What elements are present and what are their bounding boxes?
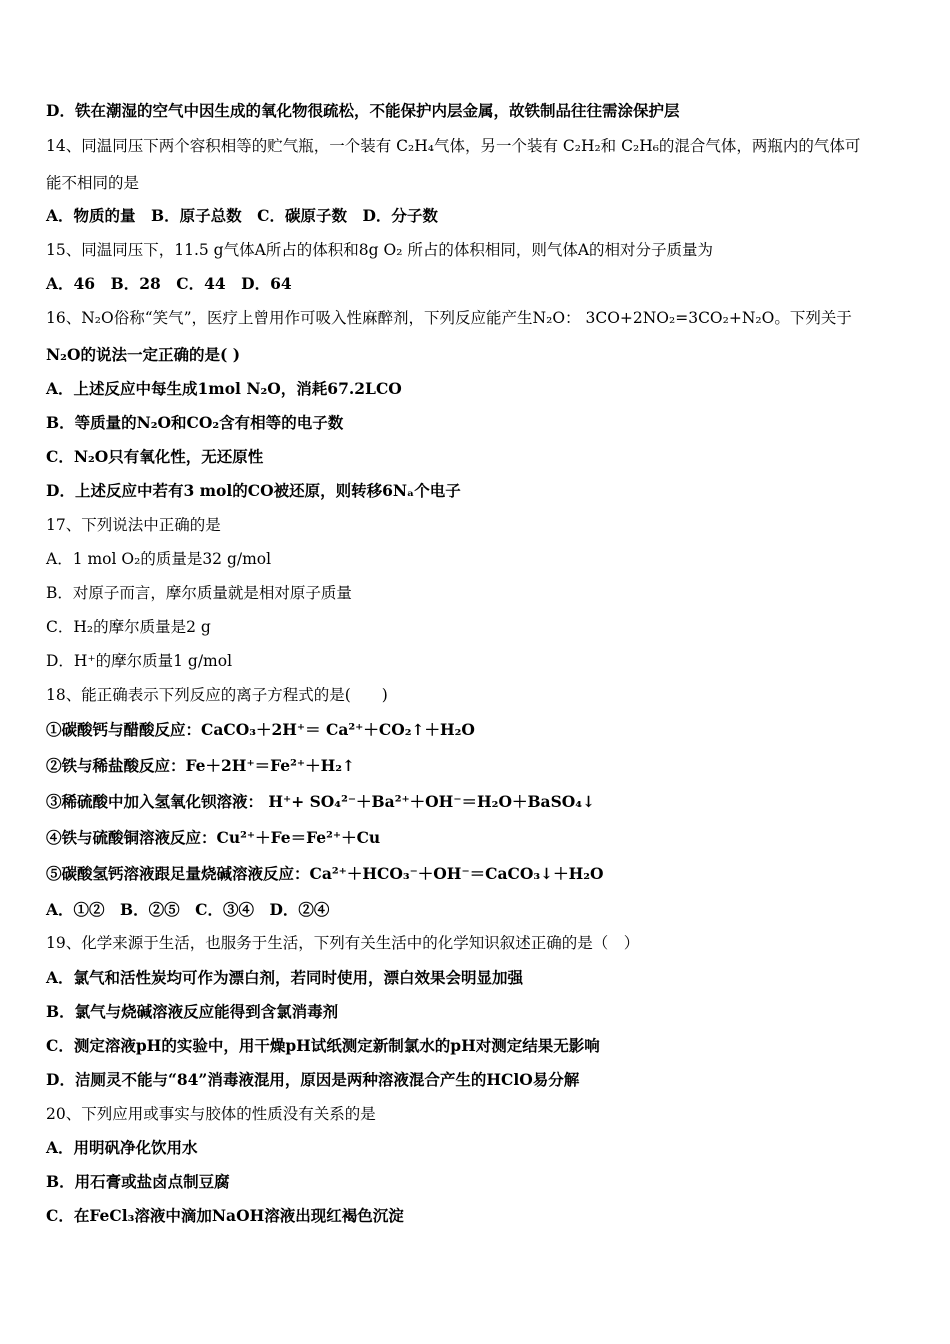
equation-18-4: ④铁与硫酸铜溶液反应：Cu²⁺＋Fe＝Fe²⁺＋Cu bbox=[46, 828, 381, 847]
option-20c: C．在FeCl₃溶液中滴加NaOH溶液出现红褐色沉淀 bbox=[46, 1206, 404, 1225]
question-16-cont: N₂O的说法一定正确的是( ) bbox=[46, 345, 241, 364]
option-17b: B．对原子而言，摩尔质量就是相对原子质量 bbox=[46, 584, 352, 602]
option-17c: C．H₂的摩尔质量是2 g bbox=[46, 618, 211, 636]
options-14: A．物质的量 B．原子总数 C．碳原子数 D．分子数 bbox=[46, 206, 438, 225]
option-19b: B．氯气与烧碱溶液反应能得到含氯消毒剂 bbox=[46, 1002, 339, 1021]
option-16d: D．上述反应中若有3 mol的CO被还原，则转移6Nₐ个电子 bbox=[46, 481, 461, 500]
question-14-cont: 能不相同的是 bbox=[46, 174, 140, 192]
option-16b: B．等质量的N₂O和CO₂含有相等的电子数 bbox=[46, 413, 344, 432]
options-18: A．①② B．②⑤ C．③④ D．②④ bbox=[46, 900, 330, 919]
equation-18-3: ③稀硫酸中加入氢氧化钡溶液： H⁺+ SO₄²⁻＋Ba²⁺＋OH⁻＝H₂O＋BaSO₄↓ bbox=[46, 792, 596, 811]
option-19a: A．氯气和活性炭均可作为漂白剂，若同时使用，漂白效果会明显加强 bbox=[46, 968, 524, 987]
option-13d: D．铁在潮湿的空气中因生成的氧化物很疏松，不能保护内层金属，故铁制品往往需涂保护层 bbox=[46, 101, 680, 120]
question-14: 14、同温同压下两个容积相等的贮气瓶，一个装有 C₂H₄气体，另一个装有 C₂H₂和 C₂H₆的混合气体，两瓶内的气体可 bbox=[46, 137, 861, 155]
question-19: 19、化学来源于生活，也服务于生活，下列有关生活中的化学知识叙述正确的是（ ） bbox=[46, 934, 640, 952]
options-15: A．46 B．28 C．44 D．64 bbox=[46, 274, 292, 293]
option-19c: C．测定溶液pH的实验中，用干燥pH试纸测定新制氯水的pH对测定结果无影响 bbox=[46, 1036, 600, 1055]
question-16: 16、N₂O俗称“笑气”，医疗上曾用作可吸入性麻醉剂，下列反应能产生N₂O： 3CO+2NO₂=3CO₂+N₂O。下列关于 bbox=[46, 309, 852, 327]
option-19d: D．洁厕灵不能与“84”消毒液混用，原因是两种溶液混合产生的HClO易分解 bbox=[46, 1070, 580, 1089]
option-16a: A．上述反应中每生成1mol N₂O，消耗67.2LCO bbox=[46, 379, 402, 398]
option-17d: D．H⁺的摩尔质量1 g/mol bbox=[46, 652, 233, 670]
question-18: 18、能正确表示下列反应的离子方程式的是( ) bbox=[46, 686, 388, 704]
option-20a: A．用明矾净化饮用水 bbox=[46, 1138, 198, 1157]
question-20: 20、下列应用或事实与胶体的性质没有关系的是 bbox=[46, 1105, 376, 1123]
question-15: 15、同温同压下，11.5 g气体A所占的体积和8g O₂ 所占的体积相同，则气体A的相对分子质量为 bbox=[46, 241, 714, 259]
equation-18-2: ②铁与稀盐酸反应：Fe＋2H⁺＝Fe²⁺＋H₂↑ bbox=[46, 756, 356, 775]
equation-18-5: ⑤碳酸氢钙溶液跟足量烧碱溶液反应：Ca²⁺＋HCO₃⁻＋OH⁻＝CaCO₃↓＋H₂O bbox=[46, 864, 604, 883]
option-16c: C．N₂O只有氧化性，无还原性 bbox=[46, 447, 264, 466]
equation-18-1: ①碳酸钙与醋酸反应：CaCO₃＋2H⁺＝ Ca²⁺＋CO₂↑＋H₂O bbox=[46, 720, 475, 739]
question-17: 17、下列说法中正确的是 bbox=[46, 516, 221, 534]
option-20b: B．用石膏或盐卤点制豆腐 bbox=[46, 1172, 230, 1191]
option-17a: A．1 mol O₂的质量是32 g/mol bbox=[46, 550, 272, 568]
